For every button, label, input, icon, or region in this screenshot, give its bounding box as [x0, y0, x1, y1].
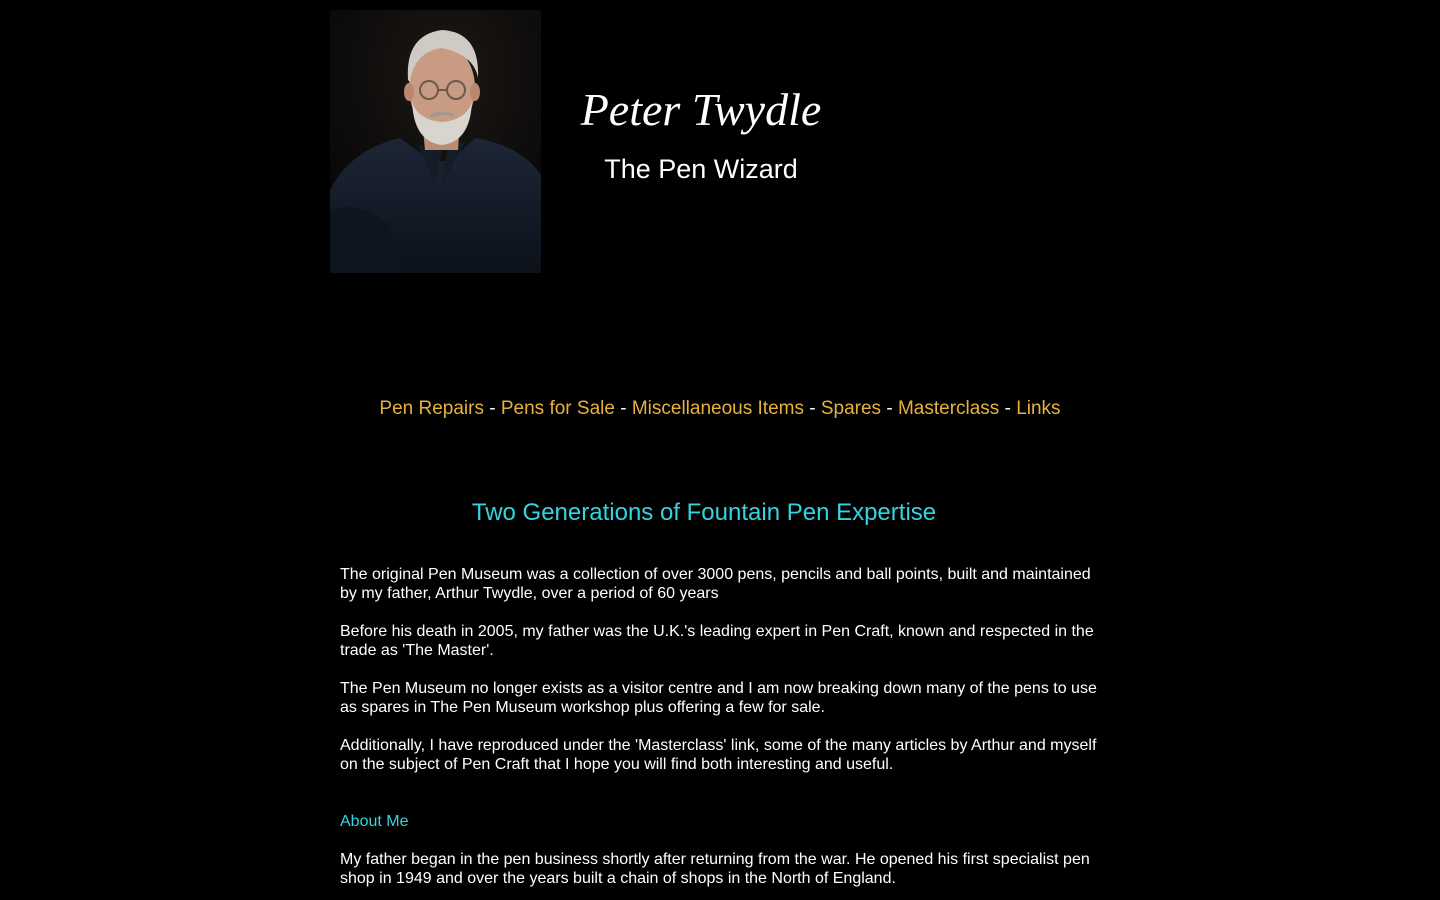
nav-link-pens-for-sale[interactable]: Pens for Sale: [500, 398, 615, 419]
nav-separator: -: [886, 398, 893, 419]
main-nav: [0, 397, 1440, 421]
nav-link-spares[interactable]: Spares: [820, 398, 882, 419]
intro-paragraph: The Pen Museum no longer exists as a visitor centre and I am now breaking down many of the pens to use as spares in The Pen Museum workshop plus offering a few for sale.: [340, 680, 1097, 716]
portrait-illustration: [330, 10, 541, 273]
intro-paragraph: The original Pen Museum was a collection of over 3000 pens, pencils and ball points, built and maintained by my father, Arthur Twydle, over a period of 60 years: [340, 566, 1091, 602]
intro-paragraph: Before his death in 2005, my father was the U.K.'s leading expert in Pen Craft, known and respected in the trade as 'The Master'.: [340, 623, 1094, 659]
site-title: Peter Twydle: [580, 84, 822, 135]
nav-link-masterclass[interactable]: Masterclass: [897, 398, 1000, 419]
nav-separator: -: [620, 398, 627, 419]
nav-separator: -: [489, 398, 496, 419]
portrait-photo: [330, 10, 541, 273]
nav-link-miscellaneous-items[interactable]: Miscellaneous Items: [631, 398, 804, 419]
page-headline: Two Generations of Fountain Pen Expertise: [471, 499, 937, 526]
nav-link-pen-repairs[interactable]: Pen Repairs: [379, 398, 484, 419]
about-paragraph: My father began in the pen business shortly after returning from the war. He opened his first specialist pen shop in 1949 and over the years built a chain of shops in the North of England.: [340, 851, 1090, 887]
about-me-heading: About Me: [340, 813, 409, 830]
nav-separator: -: [809, 398, 816, 419]
nav-separator: -: [1004, 398, 1011, 419]
intro-paragraph: Additionally, I have reproduced under the 'Masterclass' link, some of the many articles by Arthur and myself on the subject of Pen Craft that I hope you will find both interesting and useful.: [340, 737, 1097, 773]
nav-link-links[interactable]: Links: [1016, 398, 1061, 419]
site-subtitle: The Pen Wizard: [604, 154, 798, 184]
